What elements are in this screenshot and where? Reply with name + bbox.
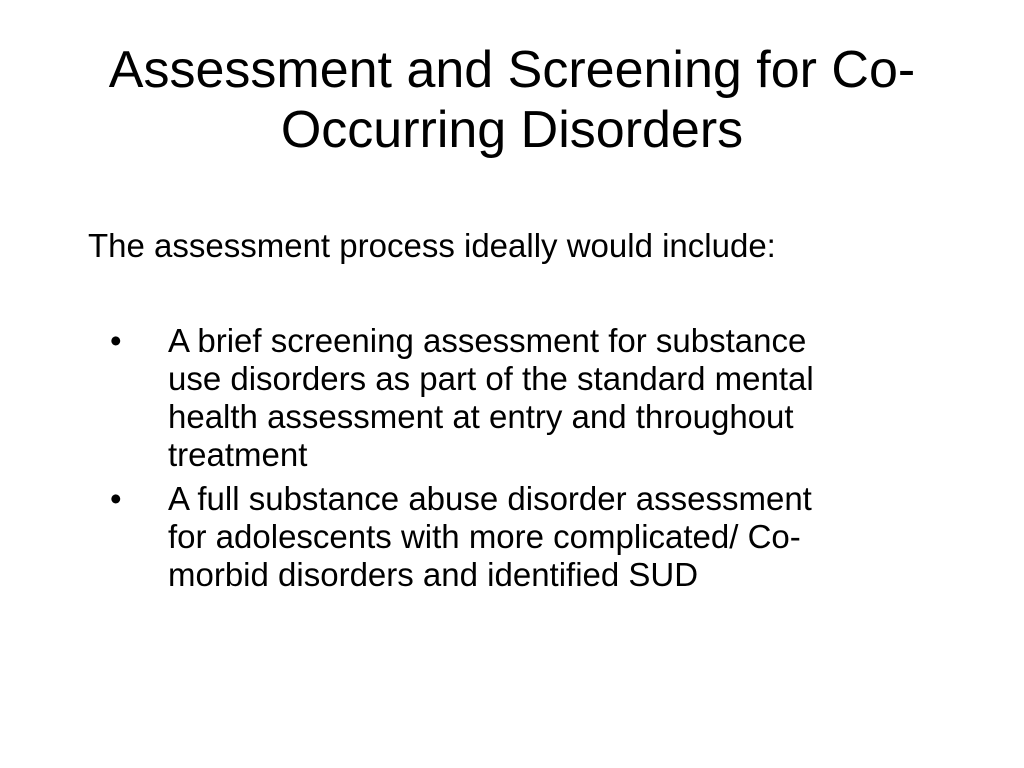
bullet-1-line-1: A brief screening assessment for substance — [168, 322, 807, 359]
bullet-1-line-3: health assessment at entry and throughout — [168, 398, 794, 435]
bullet-2-line-3: morbid disorders and identified SUD — [168, 556, 699, 593]
bullet-item-1 — [110, 322, 970, 474]
intro-text: The assessment process ideally would include: — [88, 227, 776, 264]
bullet-2-line-1: A full substance abuse disorder assessment — [168, 480, 812, 517]
bullet-text-2 — [168, 480, 958, 594]
slide-title — [0, 40, 1024, 160]
bullet-1-line-4: treatment — [168, 436, 308, 473]
bullet-icon: • — [110, 322, 122, 359]
bullet-1-line-2: use disorders as part of the standard mental — [168, 360, 814, 397]
slide-title-line-2: Occurring Disorders — [280, 101, 744, 159]
bullet-icon: • — [110, 480, 122, 517]
bullet-text-1 — [168, 322, 958, 474]
slide-title-line-1: Assessment and Screening for Co- — [108, 41, 916, 99]
bullet-item-2 — [110, 480, 970, 594]
bullet-2-line-2: for adolescents with more complicated/ Co- — [168, 518, 801, 555]
bullet-list — [110, 322, 970, 600]
